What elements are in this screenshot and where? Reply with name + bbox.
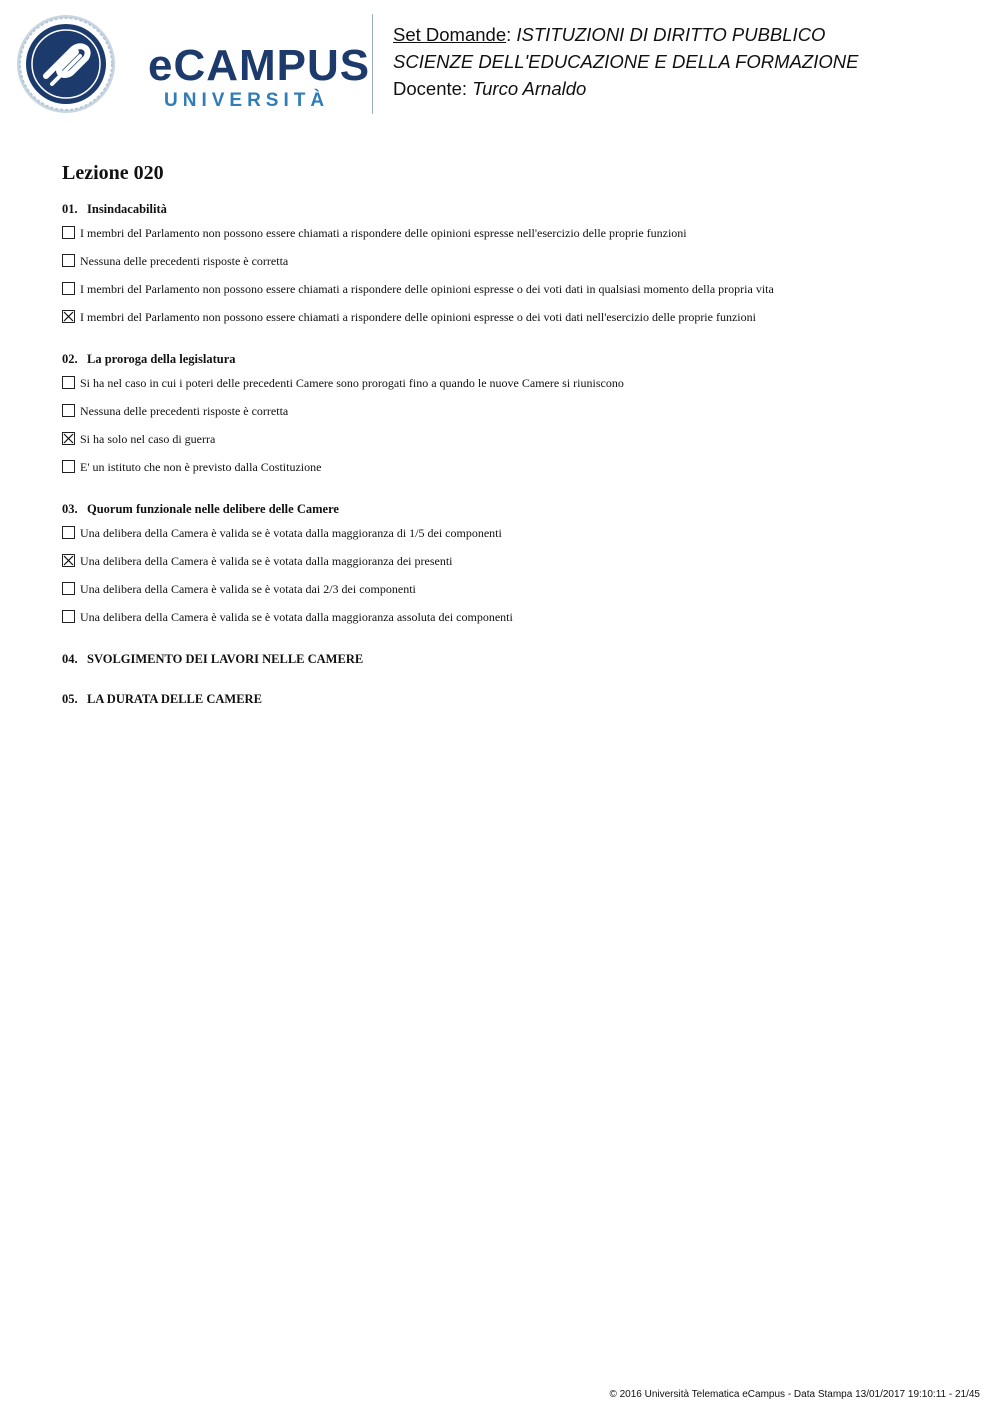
brand-name: eCAMPUS	[148, 41, 371, 90]
page-footer: © 2016 Università Telematica eCampus - Data Stampa 13/01/2017 19:10:11 - 21/45	[609, 1389, 980, 1400]
set-label: Set Domande	[393, 24, 507, 45]
answer-option	[62, 403, 962, 431]
x-mark-icon	[63, 311, 74, 322]
question-number: 05.	[62, 692, 78, 706]
answer-text: Si ha nel caso in cui i poteri delle precedenti Camere sono prorogati fino a quando le nuove Camere si riuniscono	[80, 376, 624, 390]
checkbox[interactable]	[62, 254, 75, 267]
question-title-text: Insindacabilità	[87, 202, 167, 216]
answer-option	[62, 309, 962, 337]
answer-option	[62, 253, 962, 281]
question-number: 01.	[62, 202, 78, 216]
question-title	[62, 501, 962, 517]
checkbox-checked[interactable]	[62, 554, 75, 567]
question	[62, 501, 962, 637]
question-title	[62, 201, 962, 217]
teacher-line: Docente: Turco Arnaldo	[393, 78, 587, 99]
answer-option	[62, 459, 962, 487]
answer-option	[62, 581, 962, 609]
answer-option	[62, 609, 962, 637]
answer-text: Una delibera della Camera è valida se è votata dalla maggioranza assoluta dei componenti	[80, 610, 513, 624]
question	[62, 351, 962, 487]
seal-icon	[16, 14, 120, 118]
question	[62, 201, 962, 337]
question	[62, 691, 962, 707]
x-mark-icon	[63, 555, 74, 566]
checkbox[interactable]	[62, 226, 75, 239]
answer-text: I membri del Parlamento non possono essere chiamati a rispondere delle opinioni espresse nell'esercizio delle proprie funzioni	[80, 226, 687, 240]
answer-text: Una delibera della Camera è valida se è votata dalla maggioranza dei presenti	[80, 554, 453, 568]
answer-text: E' un istituto che non è previsto dalla Costituzione	[80, 460, 322, 474]
checkbox[interactable]	[62, 460, 75, 473]
checkbox[interactable]	[62, 582, 75, 595]
answer-text: I membri del Parlamento non possono essere chiamati a rispondere delle opinioni espresse o dei voti dati in qualsiasi momento della propria vita	[80, 282, 774, 296]
answer-option	[62, 525, 962, 553]
question-title-text: SVOLGIMENTO DEI LAVORI NELLE CAMERE	[87, 652, 364, 666]
question-title	[62, 351, 962, 367]
x-mark-icon	[63, 433, 74, 444]
answer-text: Nessuna delle precedenti risposte è corretta	[80, 404, 289, 418]
lesson-content	[62, 160, 962, 731]
page-header	[0, 0, 1000, 130]
answer-option	[62, 281, 962, 309]
course-line: Set Domande: ISTITUZIONI DI DIRITTO PUBBLICO	[393, 24, 826, 45]
checkbox[interactable]	[62, 526, 75, 539]
faculty-name: SCIENZE DELL'EDUCAZIONE E DELLA FORMAZIONE	[393, 51, 859, 72]
question-title-text: LA DURATA DELLE CAMERE	[87, 692, 262, 706]
checkbox-checked[interactable]	[62, 310, 75, 323]
teacher-name: Turco Arnaldo	[472, 78, 587, 99]
answer-text: Una delibera della Camera è valida se è votata dai 2/3 dei componenti	[80, 582, 416, 596]
ecampus-logo	[16, 14, 371, 118]
answer-text: Una delibera della Camera è valida se è votata dalla maggioranza di 1/5 dei componenti	[80, 526, 502, 540]
course-info	[393, 21, 858, 102]
checkbox[interactable]	[62, 376, 75, 389]
answer-text: Nessuna delle precedenti risposte è corretta	[80, 254, 289, 268]
answer-option	[62, 375, 962, 403]
answer-text: Si ha solo nel caso di guerra	[80, 432, 216, 446]
checkbox[interactable]	[62, 610, 75, 623]
answer-text: I membri del Parlamento non possono essere chiamati a rispondere delle opinioni espresse o dei voti dati nell'esercizio delle proprie funzioni	[80, 310, 756, 324]
header-divider	[372, 14, 373, 114]
question-title	[62, 691, 962, 707]
lesson-title: Lezione 020	[62, 162, 164, 184]
checkbox[interactable]	[62, 282, 75, 295]
brand-subtitle: UNIVERSITÀ	[164, 90, 330, 111]
question-title	[62, 651, 962, 667]
question-number: 03.	[62, 502, 78, 516]
question-title-text: La proroga della legislatura	[87, 352, 236, 366]
question	[62, 651, 962, 667]
teacher-label: Docente	[393, 78, 462, 99]
answer-option	[62, 553, 962, 581]
question-number: 02.	[62, 352, 78, 366]
answer-option	[62, 225, 962, 253]
question-list	[62, 201, 962, 707]
checkbox[interactable]	[62, 404, 75, 417]
question-number: 04.	[62, 652, 78, 666]
checkbox-checked[interactable]	[62, 432, 75, 445]
course-name: ISTITUZIONI DI DIRITTO PUBBLICO	[516, 24, 826, 45]
question-title-text: Quorum funzionale nelle delibere delle Camere	[87, 502, 339, 516]
answer-option	[62, 431, 962, 459]
